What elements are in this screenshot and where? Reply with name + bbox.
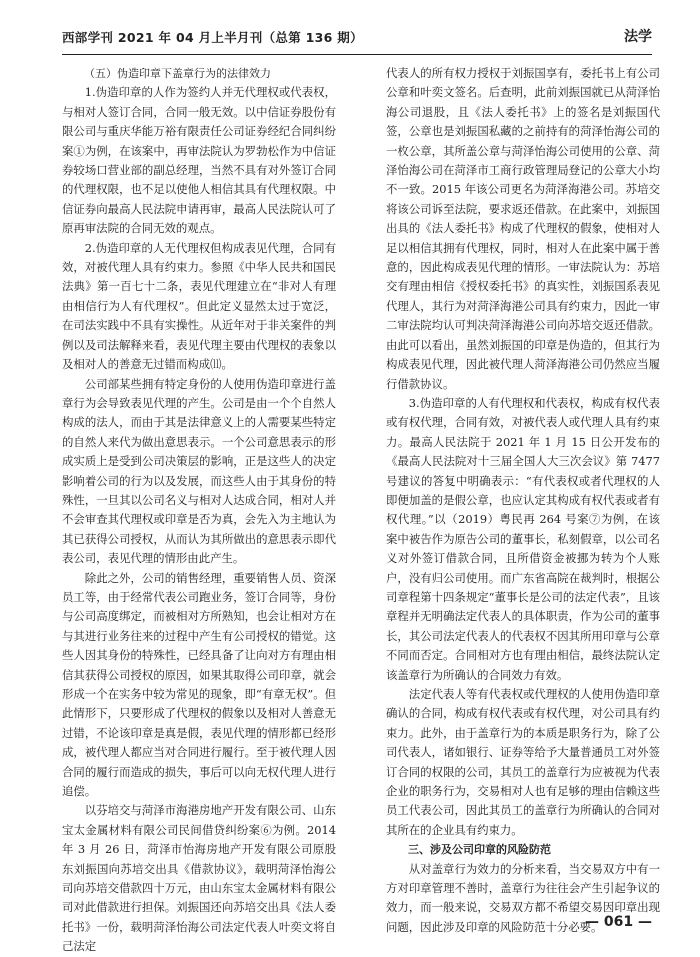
section-tag: 法学 <box>624 29 652 45</box>
paragraph: 以芬培交与菏泽市海港房地产开发有限公司、山东宝太金属材料有限公司民间借贷纠纷案⑥为例。2014 年 3 月 26 日，菏泽市怡海房地产开发有限公司原股东刘振国向苏培交出具《借款协议》，载明菏泽怡海公司向苏培交借款四十万元，由山东宝太金属材料有限公司对此借款进行担保。刘振国还向苏培交出具《法人委托书》一份，载明菏泽怡海公司法定代表人叶奕文将自己法定 <box>62 803 336 954</box>
paragraph: 法定代表人等有代表权或代理权的人使用伪造印章确认的合同，构成有权代表或有权代理，对公司具有约束力。此外，由于盖章行为的本质是职务行为，除了公司代表人，诸如银行、证券等给予大量普通员工对外签订合同的权限的公司，其员工的盖章行为应被视为代表企业的职务行为，交易相对人也有足够的理由信赖这些员工代表公司，因此其员工的盖章行为所确认的合同对其所在的企业具有约束力。 <box>386 687 660 837</box>
paragraph: 3.伪造印章的人有代理权和代表权，构成有权代表或有权代理，合同有效，对被代表人或代理人具有约束力。最高人民法院于 2021 年 1 月 15 日公开发布的《最高人民法院对十三届全国人大三次会议》第 7477 号建议的答复中明确表示：“有代表权或者代理权的人即便加盖的是假公章，也应认定其构成有权代表或者有权代理。”以（2019）粤民再 264 号案⑦为例，在该案中被告作为原告公司的董事长，私刻假章，以公司名义对外签订借款合同，且所借资金被挪为转为个人账户，没有归公司使用。而广东省高院在裁判时，根据公司章程第十四条规定“董事长是公司的法定代表”，且该章程并无明确法定代表人的具体职责，作为公司的董事长，其公司法定代表人的代表权不因其所用印章与公章不同而否定。合同相对方也有理由相信，最终法院认定该盖章行为所确认的合同效力有效。 <box>386 395 660 682</box>
paragraph: 从对盖章行为效力的分析来看，当交易双方中有一方对印章管理不善时，盖章行为往往会产生引起争议的效力，而一般来说，交易双方都不希望交易因印章出现问题，因此涉及印章的风险防范十分必要。 <box>386 861 660 934</box>
paragraph: 2.伪造印章的人无代理权但构成表见代理，合同有效，对被代理人具有约束力。参照《中华人民共和国民法典》第一百七十二条，表见代理建立在“非对人有理由相信行为人有代理权”。但此定义显然太过于宽泛，在司法实践中不具有实操性。从近年对于非关案件的判例以及司法解释来看，表见代理主要由代理权的表象以及相对人的善意无过错而构成⑾。 <box>62 240 336 372</box>
subsection-heading: （五）伪造印章下盖章行为的法律效力 <box>84 67 271 80</box>
left-column <box>62 64 336 957</box>
page-number: — 061 — <box>585 914 652 930</box>
page-header <box>62 22 652 50</box>
paragraph: 除此之外，公司的销售经理，重要销售人员、资深员工等，由于经常代表公司跑业务，签订合同等，身份与公司高度绑定，而被相对方所熟知，也会让相对方在与其进行业务往来的过程中产生有公司授权的错觉。这些人因其身份的特殊性，已经具备了让向对方有理由相信其获得公司授权的原因，如果其取得公司印章，就会形成一个在实务中较为常见的现象，即“有章无权”。但此情形下，只要形成了代理权的假象以及相对人善意无过错，不论该印章是真是假，表见代理的情形都已经形成，被代理人都应当对合同进行履行。至于被代理人因合同的履行而造成的损失，事后可以向无权代理人进行追偿。 <box>62 570 336 799</box>
right-column <box>386 64 660 937</box>
header-rule <box>62 54 652 55</box>
journal-masthead: 西部学刊 2021 年 04 月上半月刊（总第 136 期） <box>62 30 363 45</box>
paragraph: 公司部某些拥有特定身份的人使用伪造印章进行盖章行为会导致表见代理的产生。公司是由一个个自然人构成的法人，而由于其是法律意义上的人需要某些特定的自然人来代为做出意思表示。一个公司意思表示的形成实质上是受到公司决策层的影响，正是这些人的决定影响着公司的行为以及发展，而这些人由于其身份的特殊性，一旦其以公司名义与相对人达成合同，相对人并不会审查其代理权或印章是否为真，会先入为主地认为其已获得公司授权，从而认为其所做出的意思表示即代表公司，表见代理的情形由此产生。 <box>62 376 336 566</box>
paragraph: 1.伪造印章的人作为签约人并无代理权或代表权，与相对人签订合同，合同一般无效。以中信证券股份有限公司与重庆华能万裕有限责任公司证券经纪合同纠纷案①为例，在该案中，再审法院认为罗勃松作为中信证券较场口营业部的副总经理，当然不具有对外签订合同的代理权限，也不足以使他人相信其具有代理权限。中信证券向最高人民法院申请再审，最高人民法院认可了原再审法院的合同无效的观点。 <box>62 85 336 236</box>
paragraph: 代表人的所有权力授权于刘振国享有，委托书上有公司公章和叶奕文签名。后查明，此前刘振国就已从菏泽怡海公司退股，且《法人委托书》上的签名是刘振国代签，公章也是刘振国私藏的之前持有的菏泽怡海公司的一枚公章，其所盖公章与菏泽怡海公司使用的公章、菏泽怡海公司在菏泽市工商行政管理局登记的公章大小均不一致。2015 年该公司更名为菏泽海港公司。苏培交将该公司诉至法院，要求返还借款。在此案中，刘振国出具的《法人委托书》构成了代理权的假象，使相对人足以相信其拥有代理权，同时，相对人在此案中属于善意的，因此构成表见代理的情形。一审法院认为：苏培交有理由相信《授权委托书》的真实性，刘振国系表见代理人，其行为对菏泽海港公司具有约束力，因此一审二审法院均认可判决菏泽海港公司向苏培交返还借款。由此可以看出，虽然刘振国的印章是伪造的，但其行为构成表见代理，因此被代理人菏泽海港公司仍然应当履行借款协议。 <box>386 66 660 391</box>
section-heading: 三、涉及公司印章的风险防范 <box>408 843 551 857</box>
